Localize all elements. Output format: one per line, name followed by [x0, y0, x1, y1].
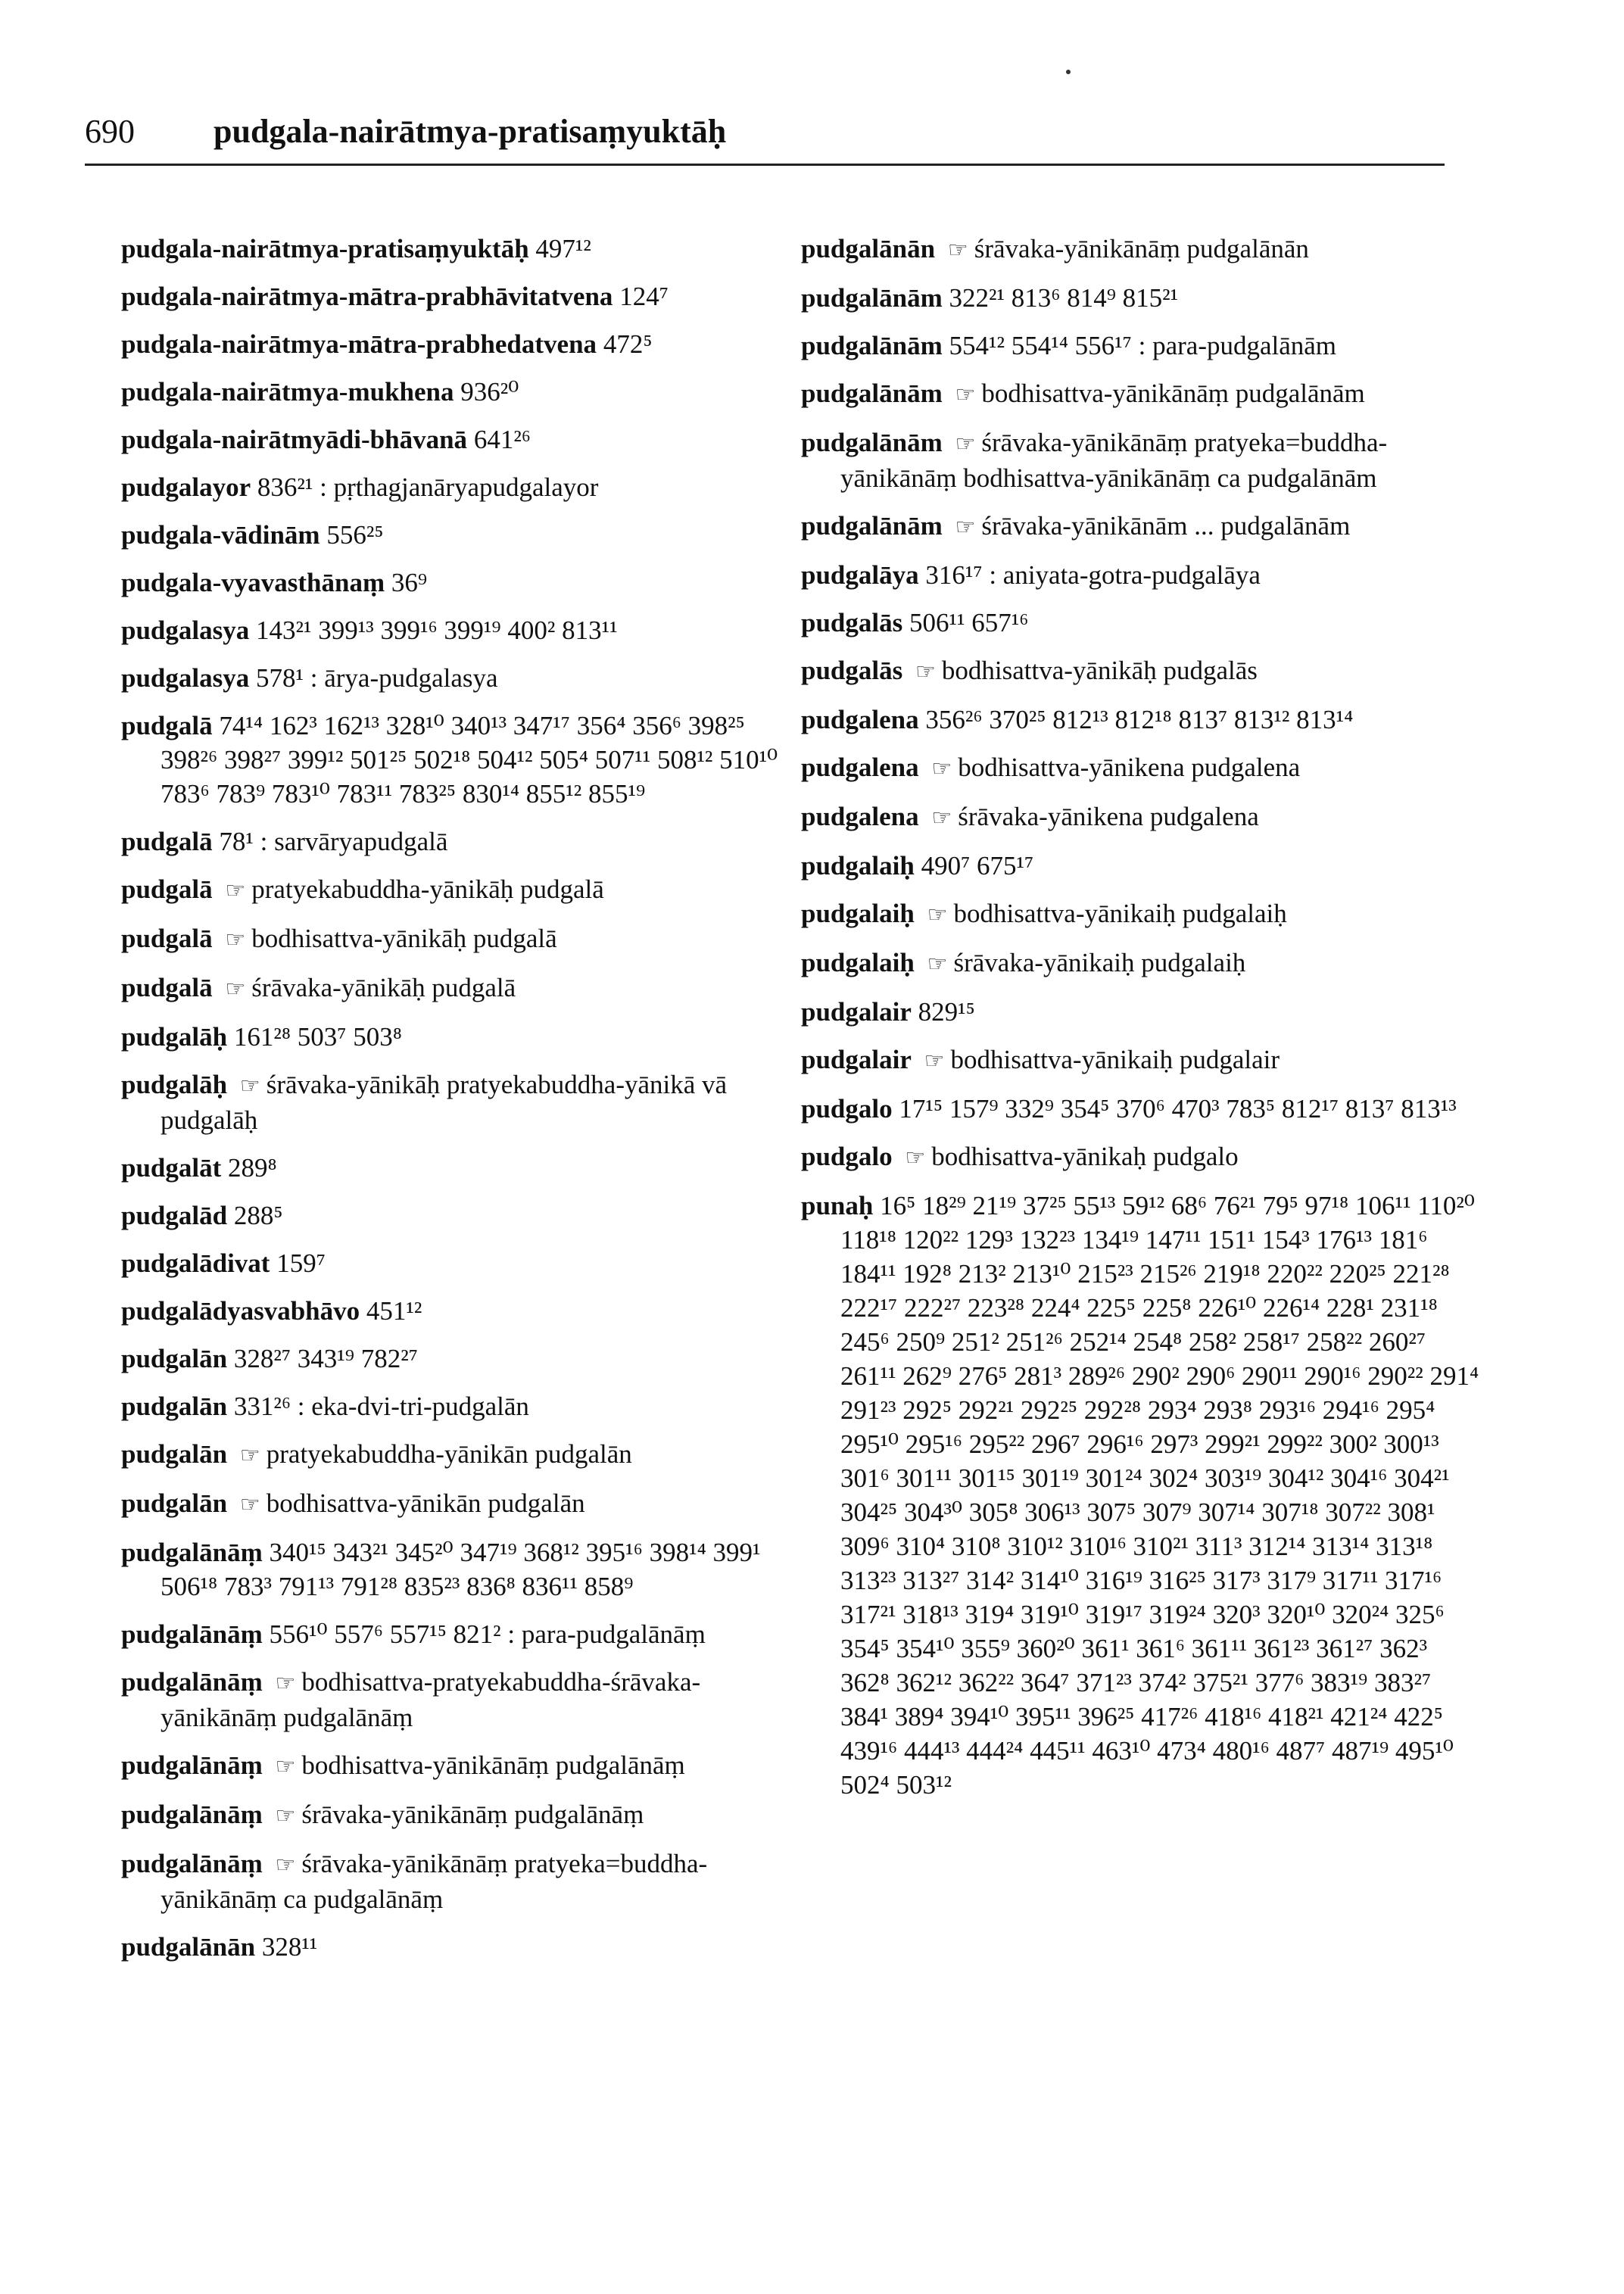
index-entry — [121, 1020, 803, 1054]
cross-reference: śrāvaka-yānikānām ... pudgalānām — [981, 511, 1351, 541]
cross-reference: bodhisattva-yānikaḥ pudgalo — [931, 1142, 1239, 1171]
cross-reference: bodhisattva-yānikān pudgalān — [266, 1488, 585, 1518]
pointing-hand-icon: ☞ — [275, 1671, 296, 1696]
page-references: 490⁷ 675¹⁷ — [921, 851, 1034, 881]
page-references: 143²¹ 399¹³ 399¹⁶ 399¹⁹ 400² 813¹¹ — [256, 616, 618, 645]
headword: pudgalānāṃ — [121, 1750, 263, 1780]
pointing-hand-icon: ☞ — [275, 1754, 296, 1779]
index-entry — [121, 232, 803, 266]
headword: pudgalā — [121, 827, 213, 856]
headword: pudgalānām — [801, 379, 943, 408]
headword: pudgalāt — [121, 1153, 222, 1183]
index-column-right — [801, 232, 1482, 1816]
headword: pudgalādivat — [121, 1248, 270, 1278]
running-head: pudgala-nairātmya-pratisaṃyuktāḥ — [214, 113, 727, 150]
index-entry — [801, 750, 1482, 786]
headword: pudgalāḥ — [121, 1070, 228, 1099]
index-entry — [801, 281, 1482, 315]
page-references: 316¹⁷ : aniyata-gotra-pudgalāya — [925, 560, 1261, 590]
pointing-hand-icon: ☞ — [927, 952, 948, 977]
cross-reference: pratyekabuddha-yānikān pudgalān — [266, 1439, 632, 1469]
headword: pudgala-nairātmya-pratisaṃyuktāḥ — [121, 234, 529, 263]
headword: pudgalānāṃ — [121, 1800, 263, 1829]
index-entry — [121, 1748, 803, 1784]
index-entry — [801, 329, 1482, 363]
headword: pudgalā — [121, 973, 213, 1002]
page-references: 556²⁵ — [326, 520, 384, 550]
index-entry — [121, 921, 803, 957]
index-entry — [121, 1389, 803, 1423]
scan-speck — [1066, 70, 1071, 74]
cross-reference: śrāvaka-yānikānāṃ pratyeka=buddha-yānikānāṃ ca pudgalānāṃ — [161, 1849, 708, 1914]
index-entry — [801, 703, 1482, 737]
cross-reference: bodhisattva-yānikaiḥ pudgalair — [950, 1045, 1280, 1074]
headword: pudgalān — [121, 1439, 228, 1469]
index-entry — [801, 946, 1482, 981]
headword: punaḥ — [801, 1191, 874, 1220]
headword: pudgala-vādinām — [121, 520, 320, 550]
page-references: 161²⁸ 503⁷ 503⁸ — [233, 1022, 402, 1052]
index-entry — [121, 872, 803, 908]
pointing-hand-icon: ☞ — [275, 1803, 296, 1828]
index-entry — [801, 1043, 1482, 1078]
page-references: 554¹² 554¹⁴ 556¹⁷ : para-pudgalānām — [949, 331, 1337, 360]
page-references: 578¹ : ārya-pudgalasya — [256, 663, 498, 693]
index-entry — [121, 1535, 803, 1604]
index-entry — [801, 799, 1482, 835]
pointing-hand-icon: ☞ — [275, 1853, 296, 1878]
headword: pudgalānāṃ — [121, 1849, 263, 1878]
page-references: 472⁵ — [603, 329, 653, 359]
index-entry — [121, 1068, 803, 1137]
page-references: 497¹² — [535, 234, 591, 263]
page-references: 829¹⁵ — [918, 997, 975, 1027]
page-references: 556¹⁰ 557⁶ 557¹⁵ 821² : para-pudgalānāṃ — [269, 1619, 706, 1649]
index-entry — [121, 1617, 803, 1651]
headword: pudgalaiḥ — [801, 851, 915, 881]
index-entry — [801, 1189, 1482, 1802]
pointing-hand-icon: ☞ — [924, 1049, 945, 1074]
page-references: 836²¹ : pṛthagjanāryapudgalayor — [257, 472, 599, 502]
index-entry — [121, 1486, 803, 1522]
headword: pudgalānām — [801, 331, 943, 360]
index-entry — [121, 1797, 803, 1833]
index-entry — [121, 518, 803, 552]
headword: pudgalair — [801, 1045, 912, 1074]
headword: pudgalāya — [801, 560, 919, 590]
pointing-hand-icon: ☞ — [905, 1145, 926, 1170]
index-column-left — [121, 232, 803, 1978]
cross-reference: bodhisattva-pratyekabuddha-śrāvaka-yānikānāṃ pudgalānāṃ — [161, 1667, 701, 1732]
pointing-hand-icon: ☞ — [239, 1492, 260, 1517]
pointing-hand-icon: ☞ — [947, 238, 968, 263]
headword: pudgalānāṃ — [121, 1619, 263, 1649]
index-entry — [121, 1198, 803, 1233]
page-references: 331²⁶ : eka-dvi-tri-pudgalān — [233, 1392, 529, 1421]
index-entry — [121, 470, 803, 504]
index-entry — [121, 1665, 803, 1735]
index-entry — [801, 1092, 1482, 1126]
headword: pudgalā — [121, 924, 213, 953]
headword: pudgala-vyavasthānaṃ — [121, 568, 385, 597]
index-entry — [801, 1139, 1482, 1175]
index-entry — [121, 1930, 803, 1964]
page-header — [85, 112, 1445, 166]
page-number: 690 — [85, 113, 135, 150]
headword: pudgalānān — [801, 234, 936, 263]
headword: pudgalān — [121, 1488, 228, 1518]
index-entry — [801, 653, 1482, 689]
headword: pudgalasya — [121, 616, 250, 645]
cross-reference: pratyekabuddha-yānikāḥ pudgalā — [251, 874, 604, 904]
cross-reference: śrāvaka-yānikānāṃ pratyeka=buddha-yānikānāṃ bodhisattva-yānikānāṃ ca pudgalānām — [840, 428, 1388, 493]
headword: pudgalaiḥ — [801, 948, 915, 977]
pointing-hand-icon: ☞ — [225, 977, 246, 1002]
headword: pudgalānāṃ — [121, 1538, 263, 1567]
page-references: 16⁵ 18²⁹ 21¹⁹ 37²⁵ 55¹³ 59¹² 68⁶ 76²¹ 79⁵ 97¹⁸ 106¹¹ 110²⁰ 118¹⁸ 120²² 129³ 132²³ 134¹⁹ 147¹¹ 151¹ 154³ 176¹³ 181⁶ 184¹¹ 192⁸ 213² 213¹⁰ 215²³ 215²⁶ 219¹⁸ 220²² 220²⁵ 221²⁸ 222¹⁷ 222²⁷ 223²⁸ 224⁴ 225⁵ 225⁸ 226¹⁰ 226¹⁴ 228¹ 231¹⁸ 245⁶ 250⁹ 251² 251²⁶ 252¹⁴ 254⁸ 258² 258¹⁷ 258²² 260²⁷ 261¹¹ 262⁹ 276⁵ 281³ 289²⁶ 290² 290⁶ 290¹¹ 290¹⁶ 290²² 291⁴ 291²³ 292⁵ 292²¹ 292²⁵ 292²⁸ 293⁴ 293⁸ 293¹⁶ 294¹⁶ 295⁴ 295¹⁰ 295¹⁶ 295²² 296⁷ 296¹⁶ 297³ 299²¹ 299²² 300² 300¹³ 301⁶ 301¹¹ 301¹⁵ 301¹⁹ 301²⁴ 302⁴ 303¹⁹ 304¹² 304¹⁶ 304²¹ 304²⁵ 304³⁰ 305⁸ 306¹³ 307⁵ 307⁹ 307¹⁴ 307¹⁸ 307²² 308¹ 309⁶ 310⁴ 310⁸ 310¹² 310¹⁶ 310²¹ 311³ 312¹⁴ 313¹⁴ 313¹⁸ 313²³ 313²⁷ 314² 314¹⁰ 316¹⁹ 316²⁵ 317³ 317⁹ 317¹¹ 317¹⁶ 317²¹ 318¹³ 319⁴ 319¹⁰ 319¹⁷ 319²⁴ 320³ 320¹⁰ 320²⁴ 325⁶ 354⁵ 354¹⁰ 355⁹ 360²⁰ 361¹ 361⁶ 361¹¹ 361²³ 361²⁷ 362³ 362⁸ 362¹² 362²² 364⁷ 371²³ 374² 375²¹ 377⁶ 383¹⁹ 383²⁷ 384¹ 389⁴ 394¹⁰ 395¹¹ 396²⁵ 417²⁶ 418¹⁶ 418²¹ 421²⁴ 422⁵ 439¹⁶ 444¹³ 444²⁴ 445¹¹ 463¹⁰ 473⁴ 480¹⁶ 487⁷ 487¹⁹ 495¹⁰ 502⁴ 503¹² — [840, 1191, 1479, 1800]
page-references: 289⁸ — [228, 1153, 277, 1183]
headword: pudgalānān — [121, 1932, 256, 1962]
page-references: 36⁹ — [391, 568, 428, 597]
headword: pudgala-nairātmya-mukhena — [121, 377, 454, 407]
index-entry — [121, 327, 803, 361]
page-references: 340¹⁵ 343²¹ 345²⁰ 347¹⁹ 368¹² 395¹⁶ 398¹⁴ 399¹ 506¹⁸ 783³ 791¹³ 791²⁸ 835²³ 836⁸ 836¹¹ 858⁹ — [161, 1538, 761, 1601]
page-references: 328²⁷ 343¹⁹ 782²⁷ — [233, 1344, 418, 1373]
headword: pudgalānāṃ — [121, 1667, 263, 1697]
cross-reference: śrāvaka-yānikaiḥ pudgalaiḥ — [953, 948, 1246, 977]
headword: pudgala-nairātmya-mātra-prabhedatvena — [121, 329, 597, 359]
page-references: 124⁷ — [619, 282, 669, 311]
cross-reference: bodhisattva-yānikānāṃ pudgalānāṃ — [301, 1750, 685, 1780]
cross-reference: śrāvaka-yānikānāṃ pudgalānāṃ — [301, 1800, 644, 1829]
cross-reference: bodhisattva-yānikānāṃ pudgalānām — [981, 379, 1365, 408]
cross-reference: bodhisattva-yānikāḥ pudgalā — [251, 924, 557, 953]
index-entry — [121, 1847, 803, 1916]
headword: pudgalād — [121, 1201, 228, 1230]
index-entry — [121, 971, 803, 1006]
index-entry — [121, 1294, 803, 1328]
headword: pudgalān — [121, 1344, 228, 1373]
index-entry — [801, 896, 1482, 932]
page-references: 159⁷ — [276, 1248, 326, 1278]
page-references: 506¹¹ 657¹⁶ — [909, 608, 1029, 637]
index-entry — [121, 661, 803, 695]
cross-reference: bodhisattva-yānikena pudgalena — [958, 753, 1301, 782]
headword: pudgalena — [801, 705, 919, 734]
headword: pudgalā — [121, 711, 213, 740]
pointing-hand-icon: ☞ — [239, 1074, 260, 1099]
pointing-hand-icon: ☞ — [931, 756, 952, 781]
index-entry — [121, 1151, 803, 1185]
page-references: 356²⁶ 370²⁵ 812¹³ 812¹⁸ 813⁷ 813¹² 813¹⁴ — [925, 705, 1354, 734]
headword: pudgalair — [801, 997, 912, 1027]
index-entry — [121, 709, 803, 811]
headword: pudgalena — [801, 802, 919, 831]
page-references: 17¹⁵ 157⁹ 332⁹ 354⁵ 370⁶ 470³ 783⁵ 812¹⁷ 813⁷ 813¹³ — [899, 1094, 1457, 1124]
cross-reference: śrāvaka-yānikena pudgalena — [958, 802, 1259, 831]
headword: pudgalās — [801, 656, 903, 685]
page-references: 451¹² — [366, 1296, 422, 1326]
page-references: 328¹¹ — [261, 1932, 318, 1962]
index-entry — [121, 279, 803, 313]
headword: pudgala-nairātmyādi-bhāvanā — [121, 425, 468, 454]
index-entry — [801, 606, 1482, 640]
index-entry — [121, 1246, 803, 1280]
page-references: 641²⁶ — [473, 425, 531, 454]
pointing-hand-icon: ☞ — [225, 927, 246, 952]
headword: pudgalān — [121, 1392, 228, 1421]
page-references: 78¹ : sarvāryapudgalā — [219, 827, 448, 856]
pointing-hand-icon: ☞ — [915, 659, 936, 684]
cross-reference: śrāvaka-yānikāḥ pudgalā — [251, 973, 516, 1002]
cross-reference: bodhisattva-yānikaiḥ pudgalaiḥ — [953, 899, 1287, 928]
headword: pudgalayor — [121, 472, 251, 502]
index-entry — [121, 566, 803, 600]
index-entry — [121, 1342, 803, 1376]
pointing-hand-icon: ☞ — [927, 902, 948, 927]
index-entry — [121, 824, 803, 859]
index-entry — [801, 509, 1482, 544]
pointing-hand-icon: ☞ — [225, 878, 246, 903]
headword: pudgalo — [801, 1142, 893, 1171]
page-references: 936²⁰ — [460, 377, 519, 407]
headword: pudgalena — [801, 753, 919, 782]
pointing-hand-icon: ☞ — [955, 432, 976, 457]
headword: pudgalādyasvabhāvo — [121, 1296, 360, 1326]
page-references: 74¹⁴ 162³ 162¹³ 328¹⁰ 340¹³ 347¹⁷ 356⁴ 356⁶ 398²⁵ 398²⁶ 398²⁷ 399¹² 501²⁵ 502¹⁸ 504¹² 505⁴ 507¹¹ 508¹² 510¹⁰ 783⁶ 783⁹ 783¹⁰ 783¹¹ 783²⁵ 830¹⁴ 855¹² 855¹⁹ — [161, 711, 778, 809]
headword: pudgalo — [801, 1094, 893, 1124]
index-entry — [801, 558, 1482, 592]
page-references: 322²¹ 813⁶ 814⁹ 815²¹ — [949, 283, 1179, 313]
headword: pudgalānām — [801, 511, 943, 541]
headword: pudgalānām — [801, 428, 943, 457]
index-entry — [121, 1437, 803, 1473]
cross-reference: śrāvaka-yānikānāṃ pudgalānān — [974, 234, 1309, 263]
index-entry — [801, 995, 1482, 1029]
headword: pudgalās — [801, 608, 903, 637]
cross-reference: śrāvaka-yānikāḥ pratyekabuddha-yānikā vā pudgalāḥ — [161, 1070, 728, 1135]
pointing-hand-icon: ☞ — [955, 515, 976, 540]
cross-reference: bodhisattva-yānikāḥ pudgalās — [941, 656, 1258, 685]
headword: pudgalaiḥ — [801, 899, 915, 928]
page-references: 288⁵ — [233, 1201, 283, 1230]
pointing-hand-icon: ☞ — [955, 382, 976, 407]
index-entry — [121, 375, 803, 409]
pointing-hand-icon: ☞ — [931, 806, 952, 831]
headword: pudgalānām — [801, 283, 943, 313]
pointing-hand-icon: ☞ — [239, 1443, 260, 1468]
index-entry — [801, 232, 1482, 267]
index-entry — [801, 849, 1482, 883]
headword: pudgala-nairātmya-mātra-prabhāvitatvena — [121, 282, 613, 311]
headword: pudgalāḥ — [121, 1022, 228, 1052]
index-entry — [121, 613, 803, 647]
headword: pudgalā — [121, 874, 213, 904]
index-entry — [121, 422, 803, 457]
index-entry — [801, 425, 1482, 495]
index-entry — [801, 376, 1482, 412]
headword: pudgalasya — [121, 663, 250, 693]
